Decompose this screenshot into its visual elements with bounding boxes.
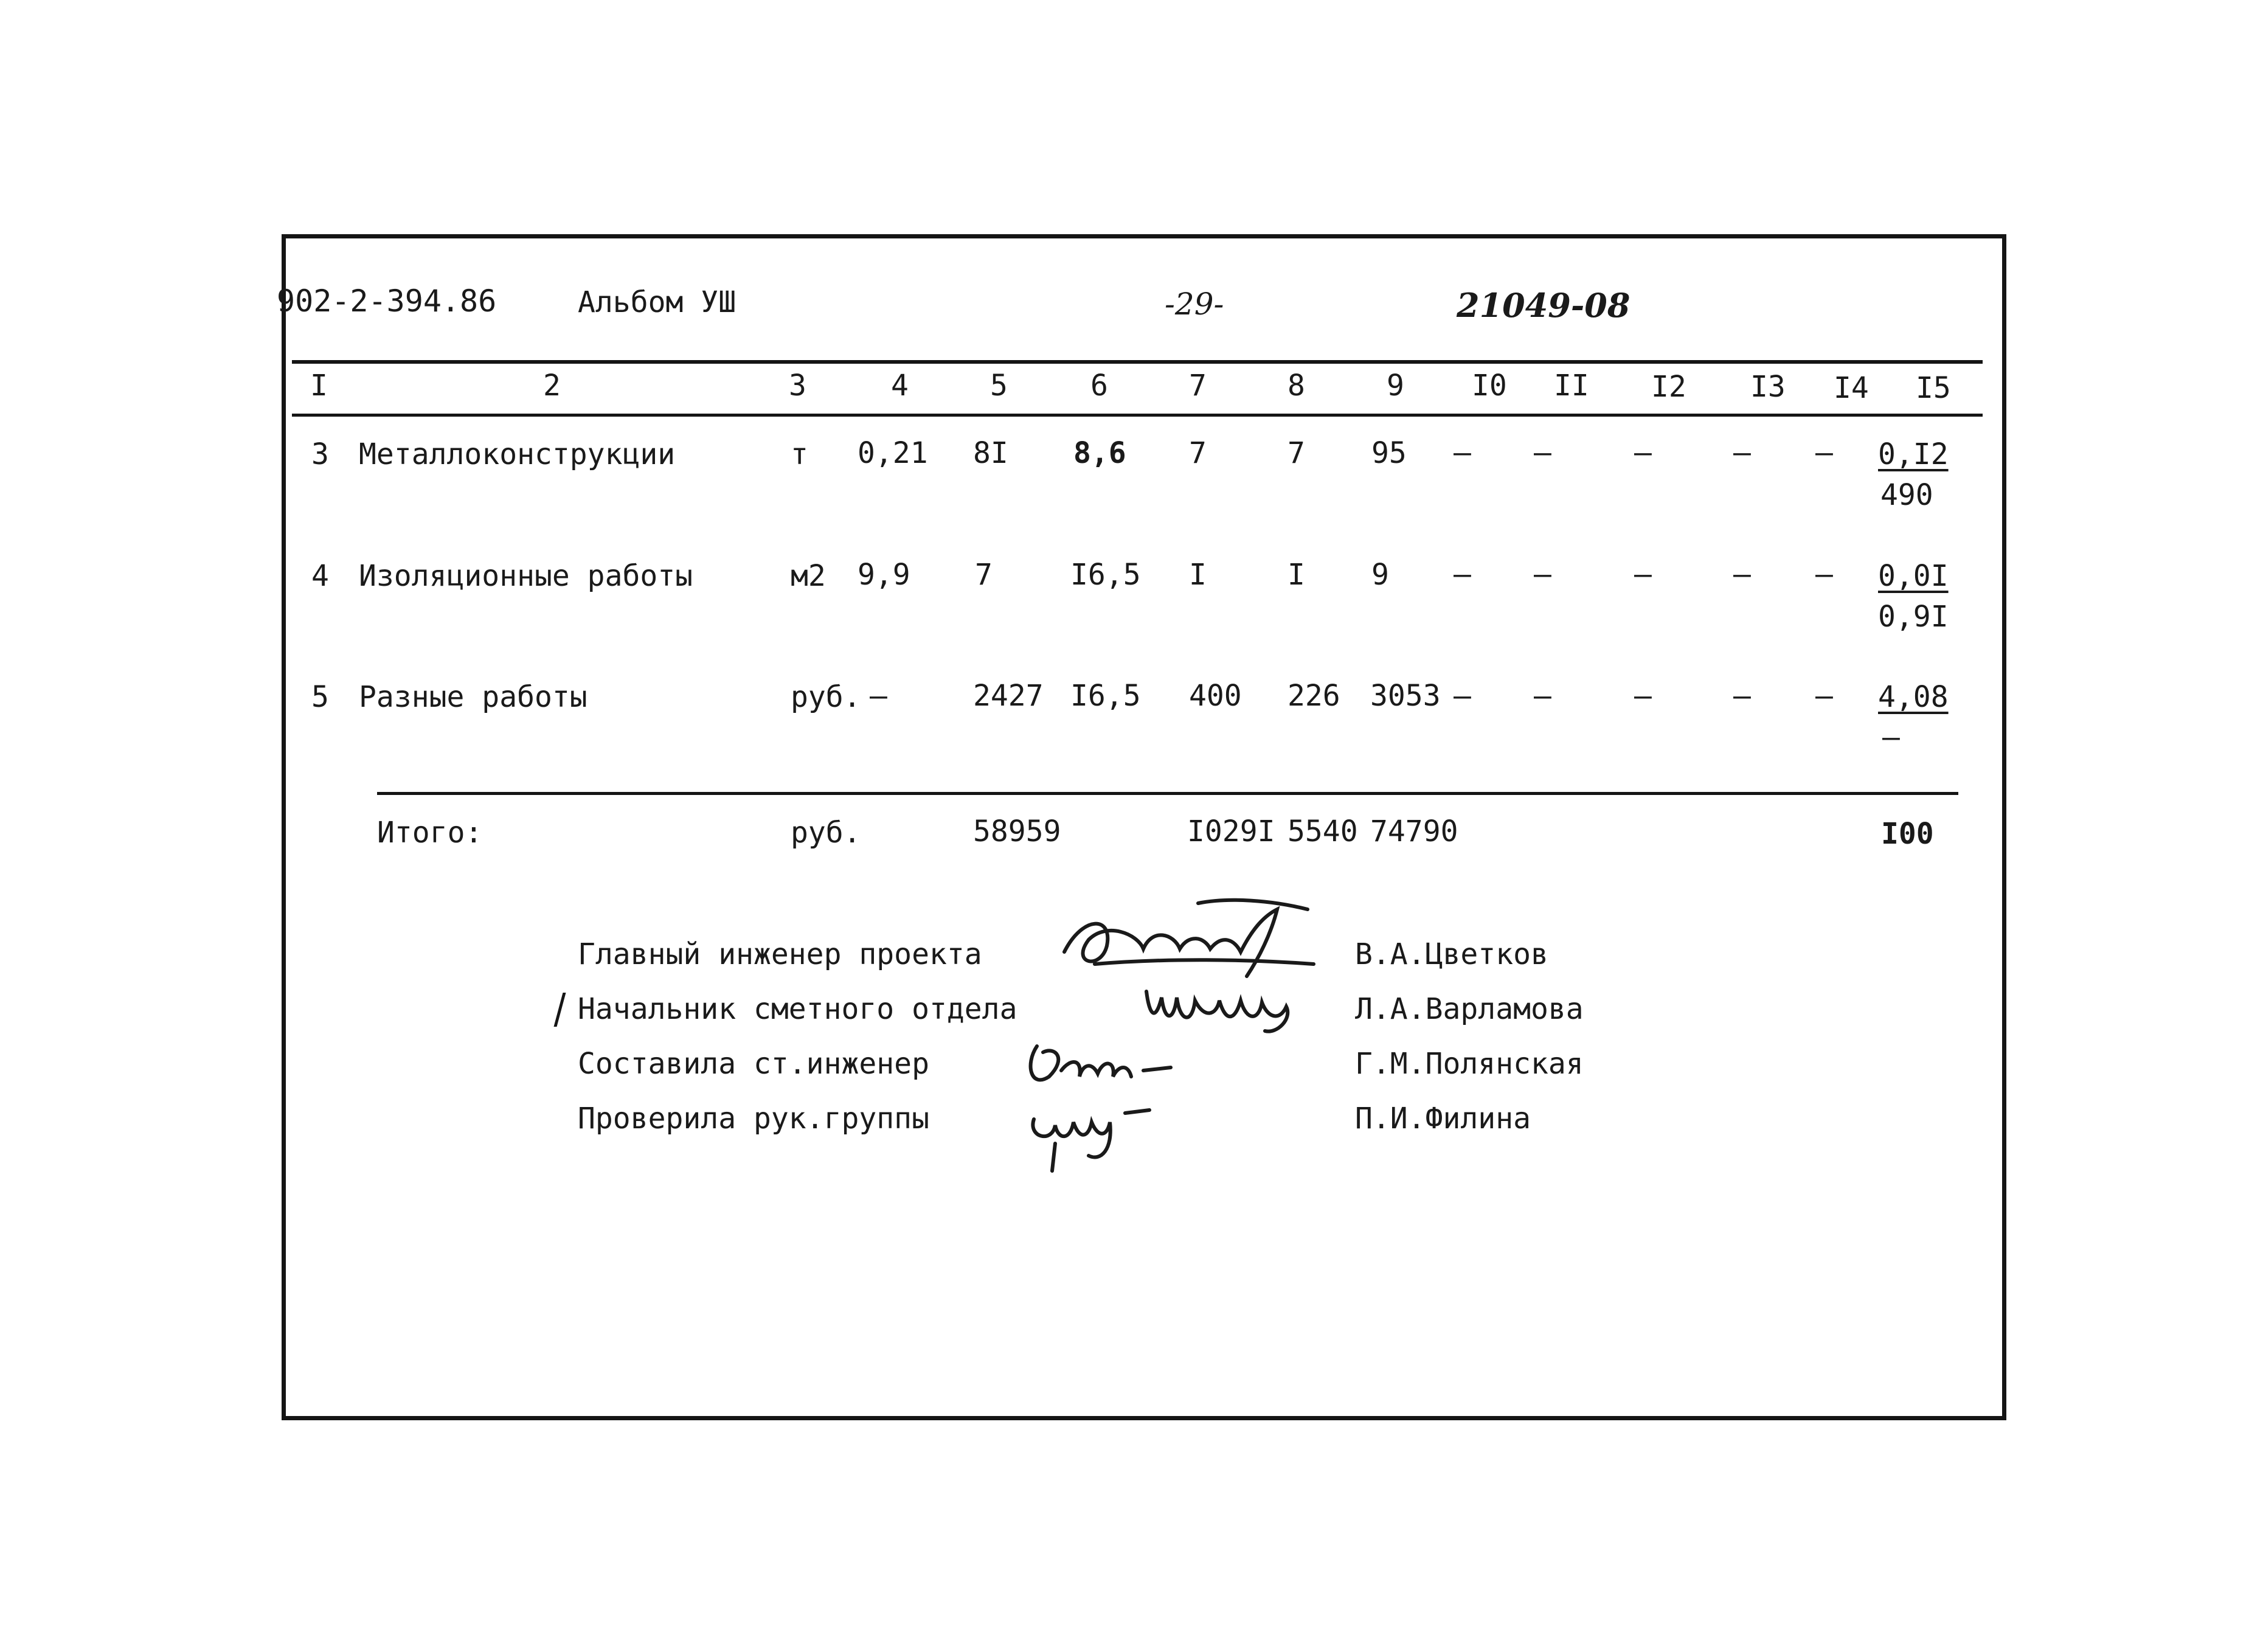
- column-header-2: 2: [543, 369, 561, 403]
- row-col-9: 95: [1371, 436, 1407, 470]
- signature-name: Л.А.Варламова: [1355, 992, 1584, 1026]
- column-header-8: 8: [1287, 369, 1305, 403]
- row-col-11: –: [1534, 436, 1551, 470]
- column-header-9: 9: [1387, 369, 1404, 403]
- row-col-15-bottom: 490: [1880, 478, 1933, 512]
- row-col-8: I: [1287, 558, 1305, 592]
- row-number: 4: [311, 559, 329, 593]
- row-col-7: I: [1189, 558, 1207, 592]
- row-col-5: 8I: [973, 436, 1008, 470]
- total-col-8: 5540: [1287, 814, 1358, 849]
- document-code: 902-2-394.86: [277, 283, 497, 319]
- row-col-7: 400: [1189, 679, 1242, 713]
- column-header-7: 7: [1189, 369, 1207, 403]
- row-col-12: –: [1634, 557, 1652, 591]
- header-rule-bottom: [292, 414, 1983, 417]
- row-col-12: –: [1634, 679, 1652, 713]
- row-col-6: I6,5: [1070, 679, 1141, 713]
- column-header-14: I4: [1834, 371, 1869, 405]
- row-col-15-top: 0,0I: [1878, 559, 1949, 593]
- row-col-15-bottom: –: [1882, 720, 1900, 754]
- row-col-6: I6,5: [1070, 558, 1141, 592]
- row-col-15-bottom: 0,9I: [1878, 600, 1949, 634]
- row-unit: т: [791, 437, 808, 471]
- row-col-4: 9,9: [858, 558, 910, 592]
- row-col-13: –: [1733, 436, 1751, 470]
- column-header-4: 4: [891, 369, 909, 403]
- row-col-6: 8,6: [1073, 436, 1126, 470]
- row-col-15-top: 4,08: [1878, 680, 1949, 714]
- column-header-6: 6: [1090, 369, 1108, 403]
- signature-name: П.И.Филина: [1355, 1102, 1531, 1136]
- column-header-15: I5: [1916, 371, 1951, 405]
- total-col-9: 74790: [1370, 814, 1458, 849]
- signature-name: Г.М.Полянская: [1355, 1047, 1584, 1081]
- document-frame: [282, 234, 2006, 1420]
- row-unit: м2: [791, 559, 826, 593]
- row-col-11: –: [1534, 557, 1551, 591]
- row-col-7: 7: [1189, 436, 1207, 470]
- signature-role: Проверила рук.группы: [578, 1102, 929, 1136]
- column-header-1: I: [310, 369, 328, 403]
- row-col-13: –: [1733, 557, 1751, 591]
- signature-role: Начальник сметного отдела: [578, 992, 1017, 1026]
- row-col-14: –: [1815, 436, 1833, 470]
- row-col-11: –: [1534, 679, 1551, 713]
- row-name: Разные работы: [359, 680, 587, 714]
- row-number: 3: [311, 437, 329, 471]
- row-unit: руб.: [791, 680, 861, 714]
- inventory-number: 21049-08: [1457, 286, 1631, 325]
- total-rule: [377, 792, 1958, 795]
- page-number: -29-: [1165, 286, 1224, 322]
- column-header-11: II: [1554, 369, 1589, 403]
- row-name: Изоляционные работы: [359, 559, 693, 593]
- column-header-12: I2: [1651, 370, 1686, 404]
- column-header-5: 5: [990, 369, 1008, 403]
- row-col-10: –: [1454, 557, 1471, 591]
- row-col-9: 9: [1371, 558, 1389, 592]
- album-label: Альбом УШ: [578, 285, 736, 319]
- total-col-5: 58959: [973, 814, 1061, 849]
- total-label: Итого:: [377, 816, 483, 850]
- row-col-4: –: [870, 679, 887, 713]
- row-col-15-top: 0,I2: [1878, 437, 1949, 471]
- row-col-10: –: [1454, 436, 1471, 470]
- row-col-5: 2427: [973, 679, 1044, 713]
- total-col-15: I00: [1881, 817, 1934, 851]
- row-col-14: –: [1815, 679, 1833, 713]
- row-number: 5: [311, 680, 329, 714]
- row-col-13: –: [1733, 679, 1751, 713]
- row-col-14: –: [1815, 557, 1833, 591]
- total-unit: руб.: [791, 816, 861, 850]
- column-header-10: I0: [1472, 369, 1507, 403]
- row-col-8: 226: [1287, 679, 1340, 713]
- row-col-5: 7: [975, 558, 993, 592]
- signature-scribble-checker: [1022, 1089, 1156, 1174]
- signature-role: Главный инженер проекта: [578, 937, 982, 971]
- signature-scribble-estimate-head: [1137, 973, 1301, 1040]
- row-col-10: –: [1454, 679, 1471, 713]
- total-col-7: I029I: [1187, 814, 1275, 849]
- row-col-4: 0,21: [858, 436, 928, 470]
- column-header-13: I3: [1750, 370, 1786, 404]
- signature-name: В.А.Цветков: [1355, 937, 1548, 971]
- row-name: Металлоконструкции: [359, 437, 676, 471]
- signature-role: Составила ст.инженер: [578, 1047, 929, 1081]
- header-rule-top: [292, 360, 1983, 364]
- column-header-3: 3: [789, 369, 806, 403]
- row-col-9: 3053: [1370, 679, 1441, 713]
- row-col-12: –: [1634, 436, 1652, 470]
- row-col-8: 7: [1287, 436, 1305, 470]
